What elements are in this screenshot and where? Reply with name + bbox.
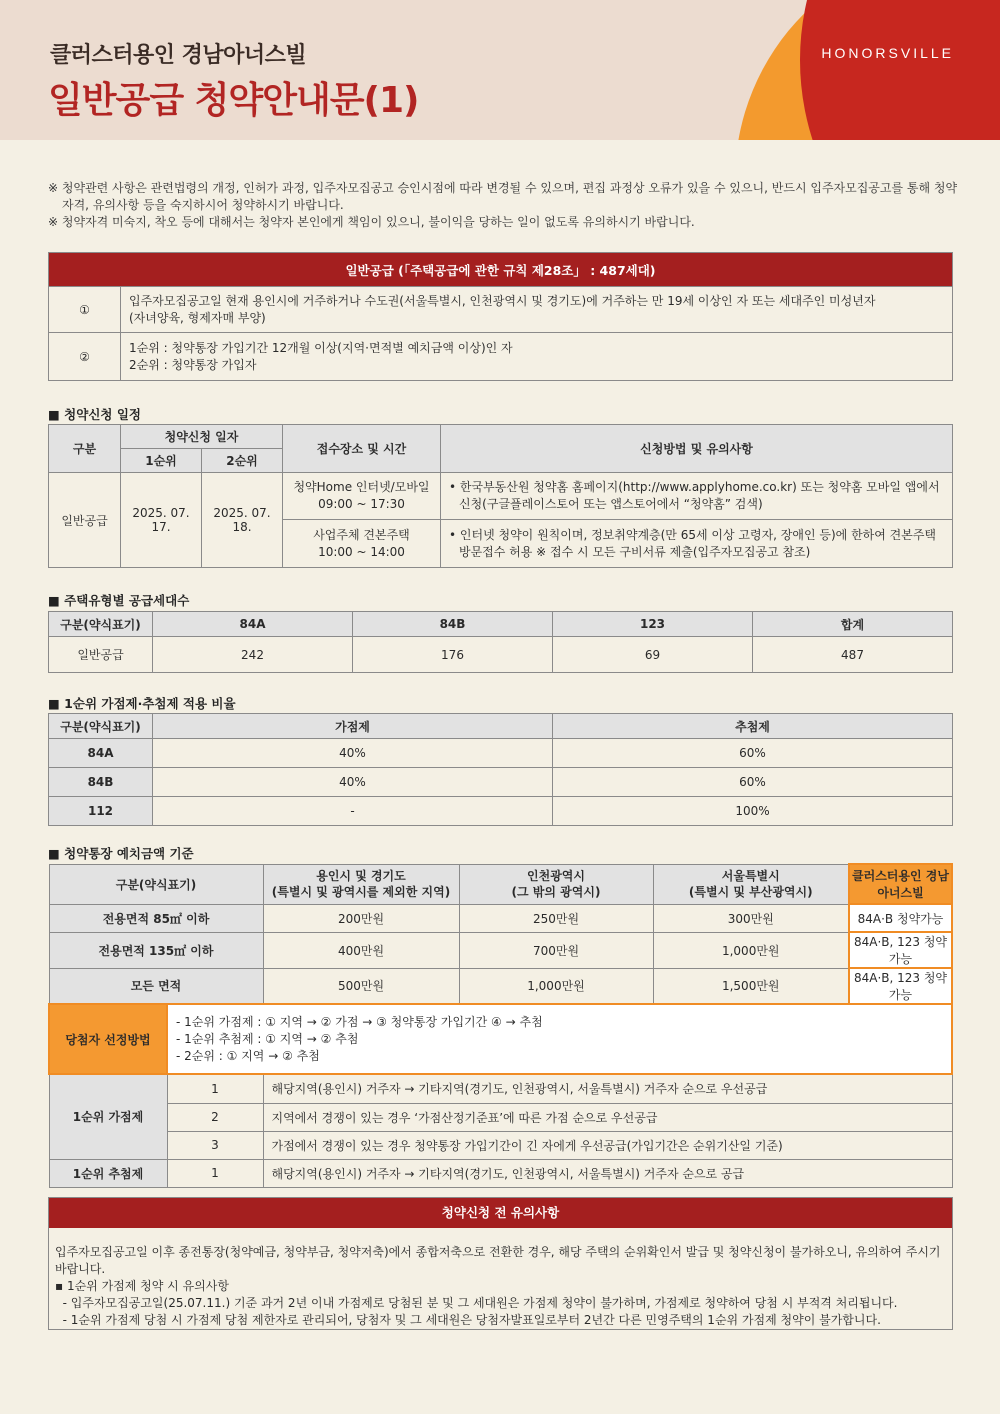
method-cell xyxy=(441,473,953,520)
col-header: 구분 xyxy=(49,425,121,473)
general-supply-table xyxy=(48,252,953,381)
winner-method-text xyxy=(167,1004,952,1074)
precautions-box xyxy=(48,1197,953,1330)
highlight-cell: 84A·B 청약가능 xyxy=(849,904,952,932)
condition-number: ② xyxy=(49,333,121,381)
method-line: • 한국부동산원 청약홈 홈페이지(http://www.applyhome.co.kr) 또는 청약홈 모바일 앱에서 xyxy=(449,480,940,494)
condition-line: 2순위 : 청약통장 가입자 xyxy=(129,357,257,372)
col-header: 구분(약식표기) xyxy=(49,864,263,904)
table-cell: 250만원 xyxy=(459,904,653,932)
section-title: ■ 청약신청 일정 xyxy=(48,405,141,423)
row-label: 1순위 추첨제 xyxy=(49,1159,167,1187)
precaution-line: - 1순위 가점제 당첨 시 가점제 당첨 제한자로 관리되어, 당첨자 및 그 세대원은 당첨자발표일로부터 2년간 다른 민영주택의 1순위 가점제 청약이 불가합니다. xyxy=(55,1313,881,1327)
table-cell: 60% xyxy=(553,739,953,768)
row-label: 84A xyxy=(49,739,153,768)
page-header xyxy=(0,0,1000,140)
table-cell: - xyxy=(153,797,553,826)
table-cell: 242 xyxy=(153,637,353,673)
col-header: 84A xyxy=(153,612,353,637)
col-header: 2순위 xyxy=(202,449,283,473)
col-header-highlight: 클러스터용인 경남아너스빌 xyxy=(849,864,952,904)
row-label: 일반공급 xyxy=(49,473,121,568)
order-text: 가점에서 경쟁이 있는 경우 청약통장 가입기간이 긴 자에게 우선공급(가입기간은 순위기산일 기준) xyxy=(263,1131,952,1159)
table-cell: 487 xyxy=(753,637,953,673)
winner-method-line: - 2순위 : ① 지역 → ② 추첨 xyxy=(176,1048,320,1063)
table-cell: 40% xyxy=(153,768,553,797)
schedule-table xyxy=(48,424,953,568)
table-cell: 1,000만원 xyxy=(459,968,653,1004)
col-header xyxy=(263,864,459,904)
units-table xyxy=(48,611,953,673)
condition-number: ① xyxy=(49,287,121,333)
general-supply-header: 일반공급 (「주택공급에 관한 규칙 제28조」 : 487세대) xyxy=(49,253,953,287)
precautions-body xyxy=(49,1228,952,1329)
notice-text xyxy=(48,180,958,231)
method-line: 신청(구글플레이스토어 또는 앱스토어에서 “청약홈” 검색) xyxy=(459,497,763,511)
table-cell: 500만원 xyxy=(263,968,459,1004)
notice-line: ※ 청약자격 미숙지, 착오 등에 대해서는 청약자 본인에게 책임이 있으니, 불이익을 당하는 일이 없도록 유의하시기 바랍니다. xyxy=(48,215,695,229)
precaution-line: - 입주자모집공고일(25.07.11.) 기준 과거 2년 이내 가점제로 당첨된 분 및 그 세대원은 가점제 청약이 불가하며, 가점제로 청약하여 당첨 시 부적격 처리됩니다. xyxy=(55,1296,898,1310)
row-label: 112 xyxy=(49,797,153,826)
condition-text xyxy=(121,333,953,381)
section-title: ■ 1순위 가점제·추첨제 적용 비율 xyxy=(48,694,236,712)
col-header xyxy=(653,864,849,904)
col-header-line: 인천광역시 xyxy=(527,869,585,883)
table-cell: 200만원 xyxy=(263,904,459,932)
place-cell xyxy=(283,473,441,520)
method-line: • 인터넷 청약이 원칙이며, 정보취약계층(만 65세 이상 고령자, 장애인 등)에 한하여 견본주택 xyxy=(449,527,937,542)
table-cell: 176 xyxy=(353,637,553,673)
place-line: 사업주체 견본주택 xyxy=(313,527,410,542)
place-cell xyxy=(283,520,441,568)
col-header: 추첨제 xyxy=(553,714,953,739)
order-number: 2 xyxy=(167,1103,263,1131)
precautions-title: 청약신청 전 유의사항 xyxy=(49,1198,952,1228)
row-label: 전용면적 135㎡ 이하 xyxy=(49,932,263,968)
col-header: 접수장소 및 시간 xyxy=(283,425,441,473)
order-number: 1 xyxy=(167,1159,263,1187)
col-header-line: (특별시 및 광역시를 제외한 지역) xyxy=(271,885,451,899)
date-cell: 2025. 07. 17. xyxy=(121,473,202,568)
col-header: 1순위 xyxy=(121,449,202,473)
col-header xyxy=(459,864,653,904)
order-number: 1 xyxy=(167,1074,263,1103)
row-label: 1순위 가점제 xyxy=(49,1074,167,1159)
table-cell: 60% xyxy=(553,768,953,797)
condition-line: 1순위 : 청약통장 가입기간 12개월 이상(지역·면적별 예치금액 이상)인 자 xyxy=(129,340,513,355)
col-header: 청약신청 일자 xyxy=(121,425,283,449)
col-header-line: 서울특별시 xyxy=(721,869,780,883)
col-header: 123 xyxy=(553,612,753,637)
row-label: 일반공급 xyxy=(49,637,153,673)
ratio-table xyxy=(48,713,953,826)
notice-line: ※ 청약관련 사항은 관련법령의 개정, 인허가 과정, 입주자모집공고 승인시점에 따라 변경될 수 있으며, 편집 과정상 오류가 있을 수 있으니, 반드시 입주자모집공고를 통해 청약자격, 유의사항 등을 숙지하시어 청약하시기 바랍니다. xyxy=(48,181,958,212)
winner-method-label: 당첨자 선정방법 xyxy=(49,1004,167,1074)
order-text: 해당지역(용인시) 거주자 → 기타지역(경기도, 인천광역시, 서울특별시) 거주자 순으로 우선공급 xyxy=(263,1074,952,1103)
condition-line: 입주자모집공고일 현재 용인시에 거주하거나 수도권(서울특별시, 인천광역시 및 경기도)에 거주하는 만 19세 이상인 자 또는 세대주인 미성년자 xyxy=(129,293,876,308)
table-cell: 400만원 xyxy=(263,932,459,968)
col-header: 구분(약식표기) xyxy=(49,714,153,739)
place-line: 09:00 ~ 17:30 xyxy=(318,497,405,511)
method-cell xyxy=(441,520,953,568)
place-line: 10:00 ~ 14:00 xyxy=(318,544,405,559)
table-cell: 40% xyxy=(153,739,553,768)
date-cell: 2025. 07. 18. xyxy=(202,473,283,568)
precaution-line: 입주자모집공고일 이후 종전통장(청약예금, 청약부금, 청약저축)에서 종합저축으로 전환한 경우, 해당 주택의 순위확인서 발급 및 청약신청이 불가하오니, 유의하여 주시기 바랍니다. xyxy=(55,1245,941,1276)
table-cell: 100% xyxy=(553,797,953,826)
col-header-line: 용인시 및 경기도 xyxy=(316,869,406,883)
brand-logo: HONORSVILLE xyxy=(821,45,954,61)
col-header: 84B xyxy=(353,612,553,637)
row-label: 84B xyxy=(49,768,153,797)
decorative-circles xyxy=(670,0,1000,140)
order-text: 지역에서 경쟁이 있는 경우 ‘가점산정기준표’에 따른 가점 순으로 우선공급 xyxy=(263,1103,952,1131)
table-cell: 1,500만원 xyxy=(653,968,849,1004)
section-title: ■ 청약통장 예치금액 기준 xyxy=(48,844,194,862)
highlight-cell: 84A·B, 123 청약가능 xyxy=(849,968,952,1004)
table-cell: 1,000만원 xyxy=(653,932,849,968)
order-number: 3 xyxy=(167,1131,263,1159)
place-line: 청약Home 인터넷/모바일 xyxy=(293,480,430,494)
col-header: 신청방법 및 유의사항 xyxy=(441,425,953,473)
page-title: 일반공급 청약안내문(1) xyxy=(48,80,419,121)
winner-method-line: - 1순위 가점제 : ① 지역 → ② 가점 → ③ 청약통장 가입기간 ④ → 추첨 xyxy=(176,1014,543,1029)
col-header-line: (그 밖의 광역시) xyxy=(511,885,601,899)
deposit-table xyxy=(48,863,953,1188)
page-subtitle: 클러스터용인 경남아너스빌 xyxy=(50,43,307,68)
table-cell: 69 xyxy=(553,637,753,673)
col-header-line: (특별시 및 부산광역시) xyxy=(688,885,813,899)
condition-text xyxy=(121,287,953,333)
row-label: 전용면적 85㎡ 이하 xyxy=(49,904,263,932)
col-header: 가점제 xyxy=(153,714,553,739)
highlight-cell: 84A·B, 123 청약가능 xyxy=(849,932,952,968)
row-label: 모든 면적 xyxy=(49,968,263,1004)
method-line: 방문접수 허용 ※ 접수 시 모든 구비서류 제출(입주자모집공고 참조) xyxy=(459,544,811,559)
condition-line: (자녀양육, 형제자매 부양) xyxy=(129,310,266,325)
section-title: ■ 주택유형별 공급세대수 xyxy=(48,591,189,609)
col-header: 구분(약식표기) xyxy=(49,612,153,637)
table-cell: 300만원 xyxy=(653,904,849,932)
precaution-line: ▪ 1순위 가점제 청약 시 유의사항 xyxy=(55,1279,229,1293)
col-header: 합계 xyxy=(753,612,953,637)
winner-method-line: - 1순위 추첨제 : ① 지역 → ② 추첨 xyxy=(176,1031,359,1046)
table-cell: 700만원 xyxy=(459,932,653,968)
order-text: 해당지역(용인시) 거주자 → 기타지역(경기도, 인천광역시, 서울특별시) 거주자 순으로 공급 xyxy=(263,1159,952,1187)
